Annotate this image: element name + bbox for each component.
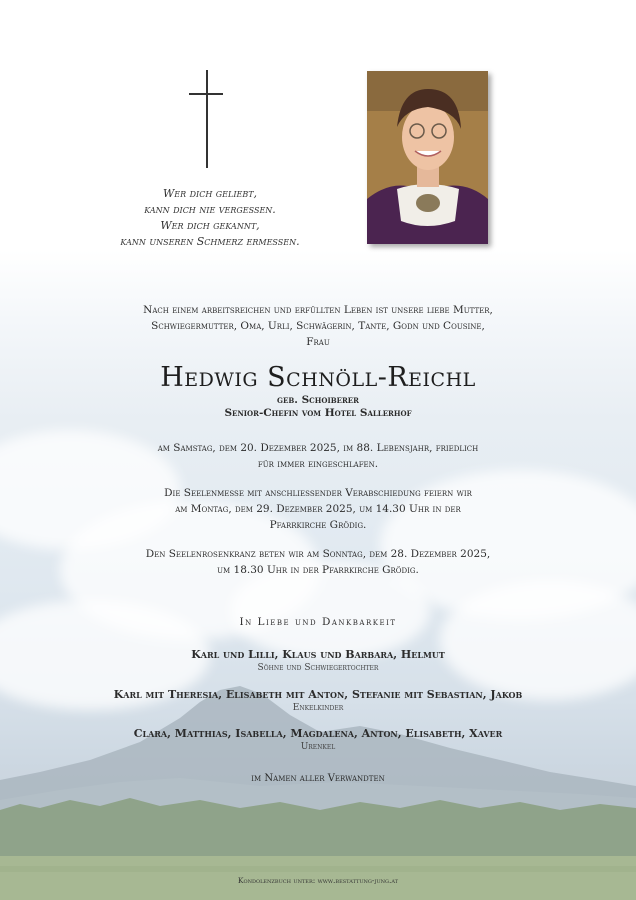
intro-line: Frau — [306, 336, 330, 348]
intro-line: Schwiegermutter, Oma, Urli, Schwägerin, Tante, Godn und Cousine, — [151, 320, 485, 332]
rosary-notice — [40, 546, 596, 578]
rosary-line: Den Seelenrosenkranz beten wir am Sonntag, dem 28. Dezember 2025, — [145, 548, 491, 560]
quote-line: kann dich nie vergessen. — [144, 203, 276, 216]
death-line: für immer eingeschlafen. — [257, 458, 379, 470]
mourners-names: Clara, Matthias, Isabella, Magdalena, Anton, Elisabeth, Xaver — [133, 727, 503, 740]
death-line: am Samstag, dem 20. Dezember 2025, im 88. Lebensjahr, friedlich — [157, 442, 479, 454]
mass-notice — [40, 485, 596, 533]
condolence-book-link[interactable]: Kondolenzbuch unter: www.bestattung-jung.at — [237, 876, 399, 885]
memorial-quote — [110, 186, 310, 250]
cross-icon — [185, 70, 225, 170]
mourners-names: Karl mit Theresia, Elisabeth mit Anton, Stefanie mit Sebastian, Jakob — [113, 688, 523, 701]
mourners-names: Karl und Lilli, Klaus und Barbara, Helmut — [191, 648, 445, 661]
mourners-relation: Söhne und Schwiegertochter — [257, 663, 379, 673]
portrait-photo — [367, 71, 488, 244]
intro-line: Nach einem arbeitsreichen und erfüllten Leben ist unsere liebe Mutter, — [143, 304, 493, 316]
death-notice — [40, 440, 596, 472]
mourners-heading: In Liebe und Dankbarkeit — [239, 616, 397, 628]
mass-line: am Montag, dem 29. Dezember 2025, um 14.30 Uhr in der — [175, 503, 461, 515]
quote-line: Wer dich geliebt, — [162, 187, 258, 200]
quote-line: kann unseren Schmerz ermessen. — [120, 235, 300, 248]
mourners-relation: Enkelkinder — [292, 703, 344, 713]
intro-text — [40, 302, 596, 350]
mass-line: Die Seelenmesse mit anschliessender Verabschiedung feiern wir — [164, 487, 472, 499]
mourners-relation: Urenkel — [300, 742, 336, 752]
closing-line: im Namen aller Verwandten — [251, 773, 385, 784]
deceased-name: Hedwig Schnöll-Reichl — [160, 362, 476, 393]
mass-line: Pfarrkirche Grödig. — [269, 519, 367, 531]
rosary-line: um 18.30 Uhr in der Pfarrkirche Grödig. — [217, 564, 419, 576]
maiden-name: geb. Schoiberer — [277, 394, 359, 406]
deceased-title: Senior-Chefin vom Hotel Sallerhof — [224, 407, 412, 419]
quote-line: Wer dich gekannt, — [160, 219, 260, 232]
